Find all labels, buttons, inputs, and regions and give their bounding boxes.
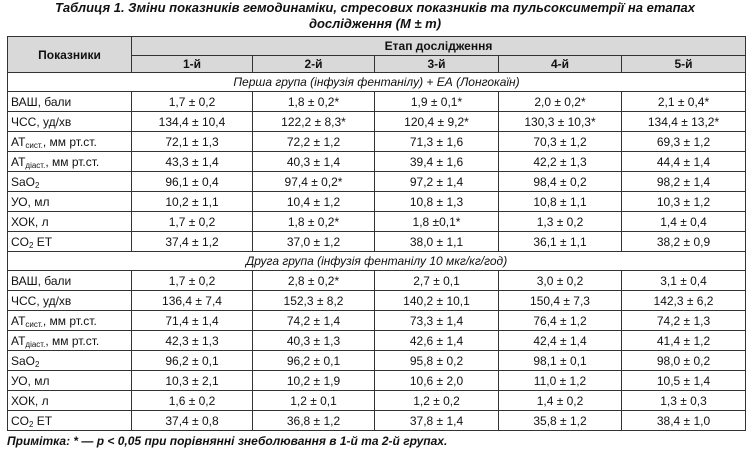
indicator-label	[8, 371, 132, 391]
header-stage-1: 1-й	[132, 56, 253, 73]
table-row	[8, 172, 746, 192]
value-cell: 36,1 ± 1,1	[499, 232, 622, 252]
indicator-name: ЧСС, уд/хв	[11, 114, 72, 129]
indicator-name: SaO	[11, 353, 36, 368]
value-cell: 1,7 ± 0,2	[132, 92, 253, 112]
value-cell: 40,3 ± 1,3	[253, 331, 375, 351]
value-cell: 11,0 ± 1,2	[499, 371, 622, 391]
value-cell: 1,9 ± 0,1*	[375, 92, 499, 112]
indicator-unit: , мм рт.ст.	[45, 154, 100, 169]
value-cell: 42,3 ± 1,3	[132, 331, 253, 351]
value-cell: 73,3 ± 1,4	[375, 311, 499, 331]
value-cell: 1,2 ± 0,1	[253, 391, 375, 411]
value-cell: 3,1 ± 0,4	[622, 271, 746, 291]
table-row	[8, 212, 746, 232]
value-cell: 97,2 ± 1,4	[375, 172, 499, 192]
indicator-name: ВАШ, бали	[11, 94, 72, 109]
table-row	[8, 92, 746, 112]
header-stage-3: 3-й	[375, 56, 499, 73]
indicator-unit: , мм рт.ст.	[45, 333, 100, 348]
indicator-subscript: 2	[35, 180, 40, 190]
table-row	[8, 371, 746, 391]
indicator-unit: , мм рт.ст.	[42, 134, 97, 149]
indicator-name: CO	[11, 234, 29, 249]
indicator-name: ЧСС, уд/хв	[11, 293, 72, 308]
table-body	[8, 73, 746, 431]
value-cell: 37,8 ± 1,4	[375, 411, 499, 431]
indicator-label	[8, 291, 132, 311]
value-cell: 140,2 ± 10,1	[375, 291, 499, 311]
value-cell: 96,2 ± 0,1	[253, 351, 375, 371]
indicator-label	[8, 92, 132, 112]
value-cell: 71,4 ± 1,4	[132, 311, 253, 331]
indicator-label	[8, 311, 132, 331]
indicator-name: АТ	[11, 134, 26, 149]
table-row	[8, 291, 746, 311]
header-stage-5: 5-й	[622, 56, 746, 73]
value-cell: 76,4 ± 1,2	[499, 311, 622, 331]
value-cell: 74,2 ± 1,4	[253, 311, 375, 331]
header-stage-4: 4-й	[499, 56, 622, 73]
value-cell: 136,4 ± 7,4	[132, 291, 253, 311]
value-cell: 42,4 ± 1,4	[499, 331, 622, 351]
value-cell: 10,8 ± 1,3	[375, 192, 499, 212]
value-cell: 10,4 ± 1,2	[253, 192, 375, 212]
indicator-name: ХОК, л	[11, 214, 49, 229]
table-row	[8, 411, 746, 431]
value-cell: 134,4 ± 10,4	[132, 112, 253, 132]
indicator-subscript: діаст.	[25, 339, 46, 349]
value-cell: 38,0 ± 1,1	[375, 232, 499, 252]
table-row	[8, 132, 746, 152]
indicator-name: ХОК, л	[11, 393, 49, 408]
value-cell: 98,1 ± 0,1	[499, 351, 622, 371]
value-cell: 1,2 ± 0,2	[375, 391, 499, 411]
indicator-label	[8, 172, 132, 192]
table-caption	[0, 0, 750, 32]
value-cell: 37,0 ± 1,2	[253, 232, 375, 252]
group-title: Друга група (інфузія фентанілу 10 мкг/кг/год)	[8, 252, 746, 271]
value-cell: 120,4 ± 9,2*	[375, 112, 499, 132]
group-title: Перша група (інфузія фентанілу) + ЕА (Лонгокаїн)	[8, 73, 746, 92]
value-cell: 72,2 ± 1,2	[253, 132, 375, 152]
value-cell: 10,3 ± 2,1	[132, 371, 253, 391]
indicator-label	[8, 391, 132, 411]
value-cell: 2,1 ± 0,4*	[622, 92, 746, 112]
indicator-unit: ET	[33, 234, 53, 249]
value-cell: 1,8 ± 0,2*	[253, 212, 375, 232]
value-cell: 44,4 ± 1,4	[622, 152, 746, 172]
table-row	[8, 331, 746, 351]
value-cell: 2,0 ± 0,2*	[499, 92, 622, 112]
indicator-label	[8, 192, 132, 212]
value-cell: 10,3 ± 1,2	[622, 192, 746, 212]
caption-line-2: дослідження (M ± m)	[308, 16, 442, 31]
indicator-name: АТ	[11, 154, 26, 169]
header-stage-2: 2-й	[253, 56, 375, 73]
value-cell: 98,0 ± 0,2	[622, 351, 746, 371]
indicator-label	[8, 271, 132, 291]
table-row	[8, 391, 746, 411]
header-stage-title: Етап дослідження	[132, 37, 746, 56]
indicator-label	[8, 152, 132, 172]
indicator-subscript: 2	[35, 359, 40, 369]
table-row	[8, 311, 746, 331]
value-cell: 98,4 ± 0,2	[499, 172, 622, 192]
value-cell: 1,3 ± 0,3	[622, 391, 746, 411]
value-cell: 41,4 ± 1,2	[622, 331, 746, 351]
value-cell: 134,4 ± 13,2*	[622, 112, 746, 132]
table-note: Примітка: * — p < 0,05 при порівнянні знеболювання в 1-й та 2-й групах.	[7, 434, 448, 448]
value-cell: 35,8 ± 1,2	[499, 411, 622, 431]
value-cell: 1,4 ± 0,2	[499, 391, 622, 411]
indicator-label	[8, 232, 132, 252]
value-cell: 71,3 ± 1,6	[375, 132, 499, 152]
value-cell: 1,7 ± 0,2	[132, 212, 253, 232]
value-cell: 1,6 ± 0,2	[132, 391, 253, 411]
value-cell: 150,4 ± 7,3	[499, 291, 622, 311]
table-header	[8, 37, 746, 73]
value-cell: 1,4 ± 0,4	[622, 212, 746, 232]
value-cell: 72,1 ± 1,3	[132, 132, 253, 152]
table-row	[8, 232, 746, 252]
indicator-label	[8, 331, 132, 351]
value-cell: 37,4 ± 1,2	[132, 232, 253, 252]
group-header-row	[8, 73, 746, 92]
value-cell: 122,2 ± 8,3*	[253, 112, 375, 132]
table-row	[8, 112, 746, 132]
indicator-subscript: сист.	[25, 319, 43, 329]
value-cell: 95,8 ± 0,2	[375, 351, 499, 371]
value-cell: 152,3 ± 8,2	[253, 291, 375, 311]
value-cell: 36,8 ± 1,2	[253, 411, 375, 431]
indicator-name: АТ	[11, 333, 26, 348]
indicator-subscript: 2	[29, 240, 34, 250]
indicator-name: УО, мл	[11, 194, 50, 209]
value-cell: 2,8 ± 0,2*	[253, 271, 375, 291]
value-cell: 1,8 ±0,1*	[375, 212, 499, 232]
indicator-name: АТ	[11, 313, 26, 328]
header-indicators: Показники	[8, 37, 132, 73]
value-cell: 130,3 ± 10,3*	[499, 112, 622, 132]
value-cell: 2,7 ± 0,1	[375, 271, 499, 291]
value-cell: 96,2 ± 0,1	[132, 351, 253, 371]
value-cell: 10,6 ± 2,0	[375, 371, 499, 391]
indicator-label	[8, 132, 132, 152]
value-cell: 10,2 ± 1,9	[253, 371, 375, 391]
value-cell: 69,3 ± 1,2	[622, 132, 746, 152]
value-cell: 40,3 ± 1,4	[253, 152, 375, 172]
table-row	[8, 271, 746, 291]
indicator-label	[8, 212, 132, 232]
table-row	[8, 152, 746, 172]
indicator-name: ВАШ, бали	[11, 273, 72, 288]
value-cell: 38,2 ± 0,9	[622, 232, 746, 252]
value-cell: 38,4 ± 1,0	[622, 411, 746, 431]
indicator-label	[8, 112, 132, 132]
value-cell: 74,2 ± 1,3	[622, 311, 746, 331]
value-cell: 10,5 ± 1,4	[622, 371, 746, 391]
indicator-subscript: сист.	[25, 140, 43, 150]
value-cell: 1,8 ± 0,2*	[253, 92, 375, 112]
value-cell: 10,2 ± 1,1	[132, 192, 253, 212]
indicator-label	[8, 351, 132, 371]
caption-line-1: Таблиця 1. Зміни показників гемодинаміки, стресових показників та пульсоксиметрії на етапах	[54, 0, 696, 15]
hemodynamics-table	[7, 36, 746, 431]
value-cell: 3,0 ± 0,2	[499, 271, 622, 291]
value-cell: 142,3 ± 6,2	[622, 291, 746, 311]
value-cell: 97,4 ± 0,2*	[253, 172, 375, 192]
indicator-unit: ET	[33, 413, 53, 428]
value-cell: 96,1 ± 0,4	[132, 172, 253, 192]
value-cell: 39,4 ± 1,6	[375, 152, 499, 172]
value-cell: 1,3 ± 0,2	[499, 212, 622, 232]
value-cell: 37,4 ± 0,8	[132, 411, 253, 431]
indicator-name: УО, мл	[11, 373, 50, 388]
value-cell: 1,7 ± 0,2	[132, 271, 253, 291]
indicator-name: CO	[11, 413, 29, 428]
value-cell: 43,3 ± 1,4	[132, 152, 253, 172]
table-row	[8, 351, 746, 371]
value-cell: 10,8 ± 1,1	[499, 192, 622, 212]
indicator-subscript: 2	[29, 419, 34, 429]
indicator-label	[8, 411, 132, 431]
indicator-unit: , мм рт.ст.	[42, 313, 97, 328]
value-cell: 42,2 ± 1,3	[499, 152, 622, 172]
indicator-subscript: діаст.	[25, 160, 46, 170]
indicator-name: SaO	[11, 174, 36, 189]
value-cell: 42,6 ± 1,4	[375, 331, 499, 351]
table-row	[8, 192, 746, 212]
value-cell: 70,3 ± 1,2	[499, 132, 622, 152]
value-cell: 98,2 ± 1,4	[622, 172, 746, 192]
group-header-row	[8, 252, 746, 271]
